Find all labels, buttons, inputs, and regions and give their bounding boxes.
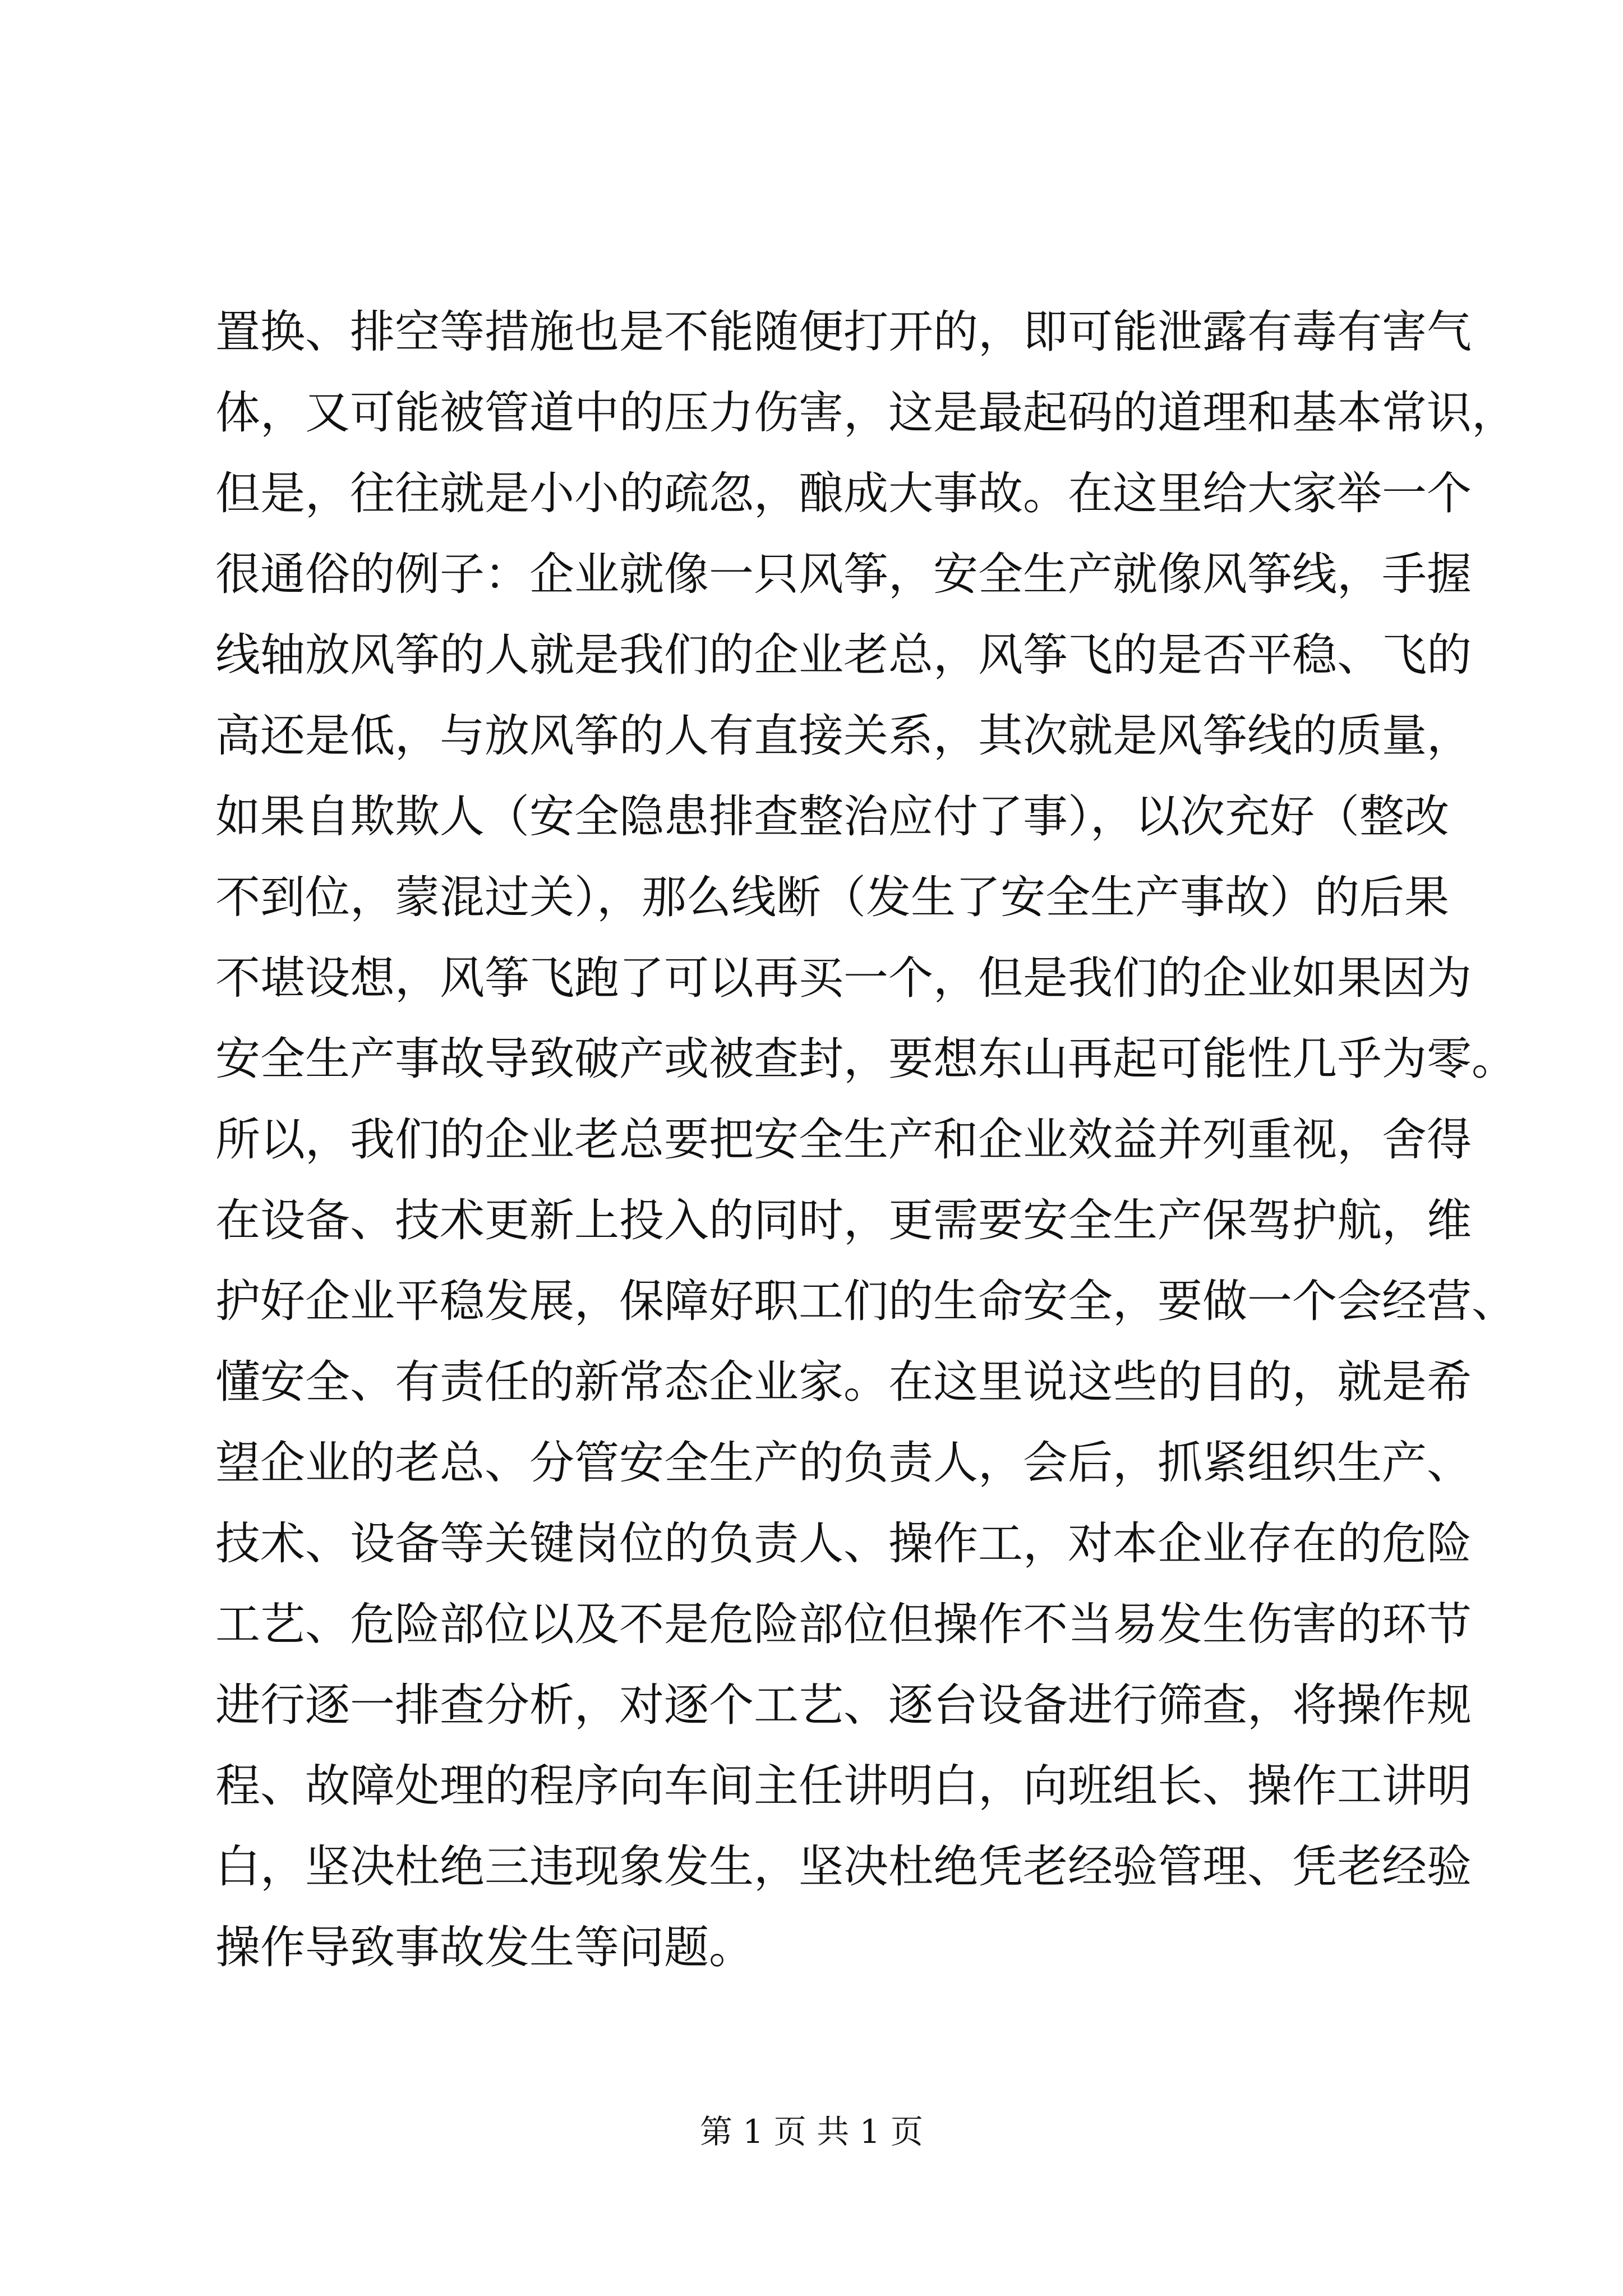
text-line: 高还是低，与放风筝的人有直接关系，其次就是风筝线的质量， xyxy=(215,710,1472,762)
text-line: 体，又可能被管道中的压力伤害，这是最起码的道理和基本常识， xyxy=(215,386,1516,439)
text-line: 线轴放风筝的人就是我们的企业老总，风筝飞的是否平稳、飞的 xyxy=(215,629,1472,681)
text-line: 所以，我们的企业老总要把安全生产和企业效益并列重视，舍得 xyxy=(215,1114,1472,1166)
text-line: 但是，往往就是小小的疏忽，酿成大事故。在这里给大家举一个 xyxy=(215,467,1472,519)
text-line: 很通俗的例子：企业就像一只风筝，安全生产就像风筝线，手握 xyxy=(215,548,1472,600)
text-line: 技术、设备等关键岗位的负责人、操作工，对本企业存在的危险 xyxy=(215,1517,1472,1570)
text-line: 程、故障处理的程序向车间主任讲明白，向班组长、操作工讲明 xyxy=(215,1760,1472,1812)
text-line: 懂安全、有责任的新常态企业家。在这里说这些的目的，就是希 xyxy=(215,1356,1472,1408)
text-line: 护好企业平稳发展，保障好职工们的生命安全，要做一个会经营、 xyxy=(215,1275,1516,1327)
text-line: 安全生产事故导致破产或被查封，要想东山再起可能性几乎为零。 xyxy=(215,1033,1516,1085)
text-line: 不堪设想，风筝飞跑了可以再买一个，但是我们的企业如果因为 xyxy=(215,952,1472,1004)
text-line: 如果自欺欺人（安全隐患排查整治应付了事），以次充好（整改 xyxy=(215,790,1449,843)
text-line: 进行逐一排查分析，对逐个工艺、逐台设备进行筛查，将操作规 xyxy=(215,1679,1472,1731)
text-line: 置换、排空等措施也是不能随便打开的，即可能泄露有毒有害气 xyxy=(215,306,1472,358)
text-line: 在设备、技术更新上投入的同时，更需要安全生产保驾护航，维 xyxy=(215,1194,1472,1246)
text-line: 望企业的老总、分管安全生产的负责人，会后，抓紧组织生产、 xyxy=(215,1437,1472,1489)
text-line: 不到位，蒙混过关），那么线断（发生了安全生产事故）的后果 xyxy=(215,871,1449,923)
text-line: 白，坚决杜绝三违现象发生，坚决杜绝凭老经验管理、凭老经验 xyxy=(215,1841,1472,1893)
body-paragraph xyxy=(215,292,1516,1988)
text-line: 操作导致事故发生等问题。 xyxy=(215,1921,754,1973)
page-footer: 第 1 页 共 1 页 xyxy=(700,2113,923,2151)
text-line: 工艺、危险部位以及不是危险部位但操作不当易发生伤害的环节 xyxy=(215,1598,1472,1650)
